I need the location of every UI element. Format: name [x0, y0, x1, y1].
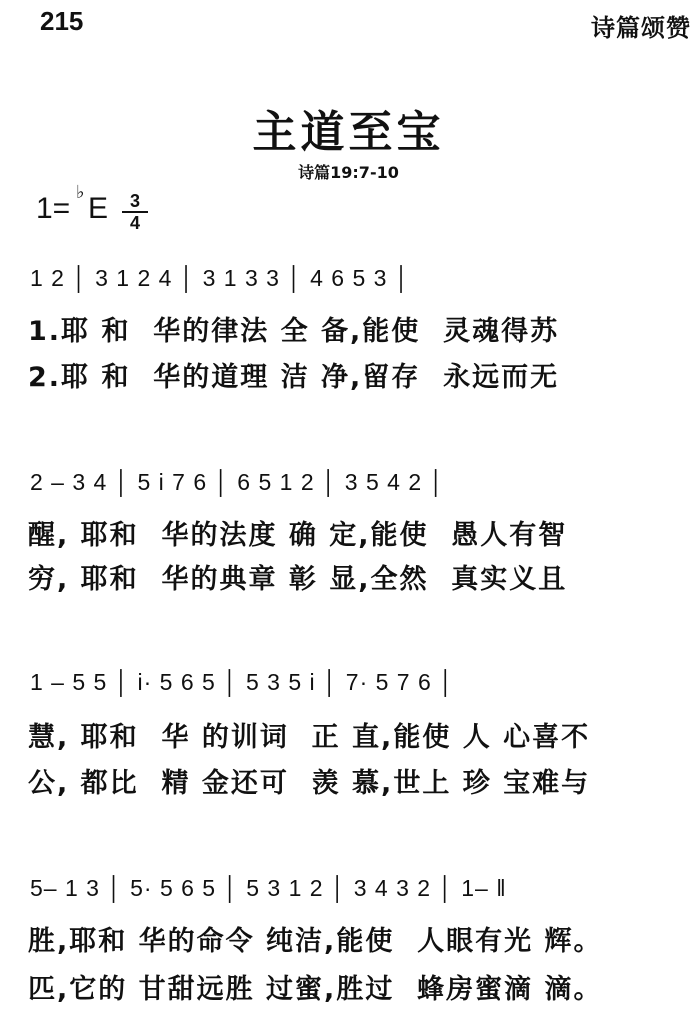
- key-prefix: 1=: [36, 192, 71, 225]
- lyrics-verse-2: 2.耶 和 华的道理 洁 净,留存 永远而无: [28, 362, 560, 393]
- notation-line: 1 – 5 5 │ i· 5 6 5 │ 5 3 5 i │ 7· 5 7 6 │: [30, 669, 455, 695]
- lyrics-verse-1: 慧, 耶和 华 的训词 正 直,能使 人 心喜不: [28, 722, 591, 753]
- notation-line: 5– 1 3 │ 5· 5 6 5 │ 5 3 1 2 │ 3 4 3 2 │ 1– ‖: [30, 875, 507, 901]
- time-signature-top: 3: [129, 191, 140, 211]
- time-signature-bottom: 4: [129, 213, 140, 233]
- flat-symbol: ♭: [76, 182, 85, 202]
- page-number: 215: [40, 6, 84, 36]
- song-title: 主道至宝: [252, 107, 445, 158]
- time-signature: [122, 192, 148, 232]
- lyrics-verse-2: 匹,它的 甘甜远胜 过蜜,胜过 蜂房蜜滴 滴。: [28, 974, 603, 1005]
- notation-line: 2 – 3 4 │ 5 i 7 6 │ 6 5 1 2 │ 3 5 4 2 │: [30, 469, 445, 495]
- lyrics-verse-1: 醒, 耶和 华的法度 确 定,能使 愚人有智: [28, 520, 568, 551]
- key-letter: E: [88, 192, 109, 225]
- scripture-reference: 诗篇19:7-10: [298, 163, 399, 182]
- book-title: 诗篇颂赞: [591, 14, 691, 42]
- lyrics-verse-2: 公, 都比 精 金还可 羡 慕,世上 珍 宝难与: [28, 768, 591, 799]
- key-signature: [36, 182, 109, 226]
- notation-line: 1 2 │ 3 1 2 4 │ 3 1 3 3 │ 4 6 5 3 │: [30, 265, 411, 291]
- lyrics-verse-1: 1.耶 和 华的律法 全 备,能使 灵魂得苏: [28, 316, 560, 347]
- lyrics-verse-1: 胜,耶和 华的命令 纯洁,能使 人眼有光 辉。: [28, 926, 603, 957]
- lyrics-verse-2: 穷, 耶和 华的典章 彰 显,全然 真实义且: [28, 564, 568, 595]
